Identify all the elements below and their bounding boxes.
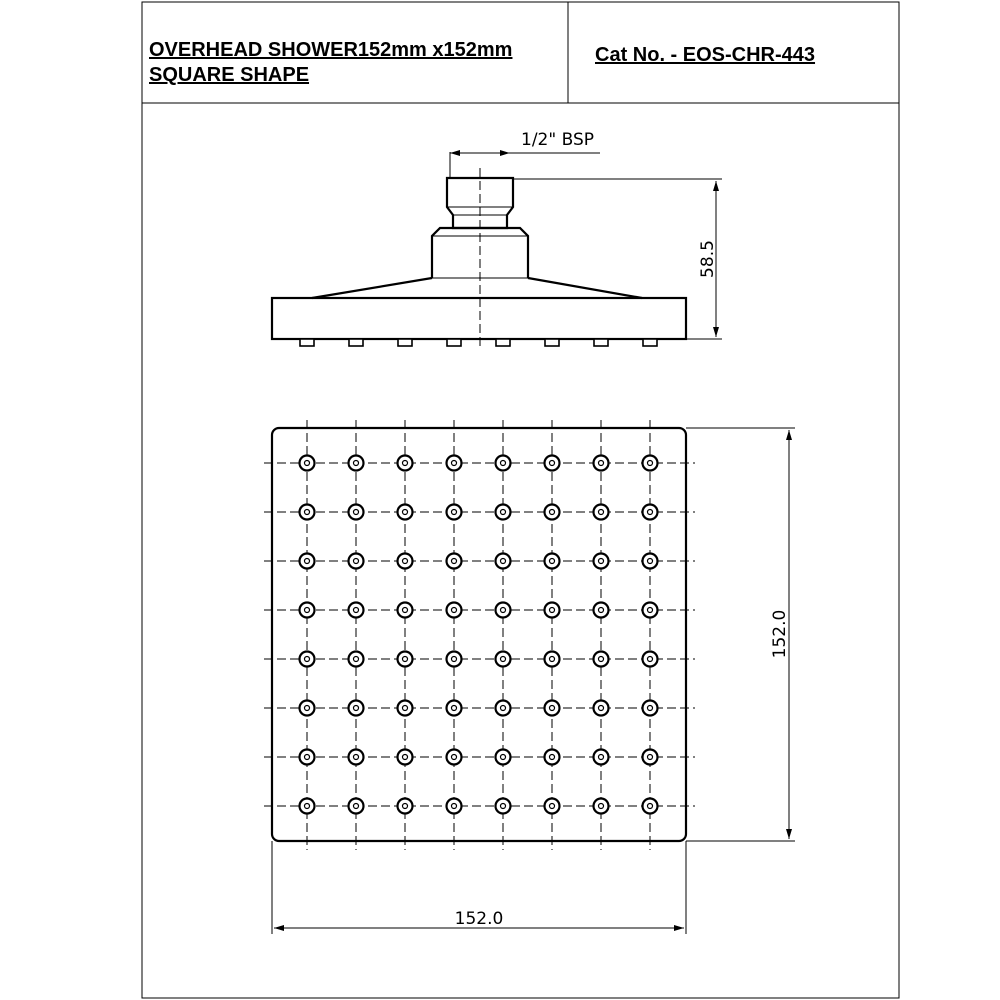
nozzle	[496, 554, 511, 569]
nozzle	[594, 505, 609, 520]
nozzle	[545, 652, 560, 667]
nozzle	[398, 554, 413, 569]
nozzle	[496, 456, 511, 471]
nozzle	[594, 603, 609, 618]
nozzle	[398, 750, 413, 765]
nozzle	[643, 603, 658, 618]
side-nozzle	[496, 339, 510, 346]
nozzle	[545, 456, 560, 471]
side-nozzle	[545, 339, 559, 346]
nozzle	[594, 652, 609, 667]
nozzle	[496, 799, 511, 814]
nozzle	[300, 701, 315, 716]
side-nozzle	[643, 339, 657, 346]
nozzle	[349, 750, 364, 765]
nozzle	[594, 799, 609, 814]
side-nozzle	[447, 339, 461, 346]
nozzle	[447, 799, 462, 814]
nozzle	[447, 652, 462, 667]
nozzle	[398, 799, 413, 814]
nozzle	[447, 505, 462, 520]
nozzle	[349, 603, 364, 618]
catalog-number: Cat No. - EOS-CHR-443	[595, 44, 816, 66]
side-nozzle	[300, 339, 314, 346]
nozzle-grid	[300, 456, 658, 814]
nozzle	[496, 603, 511, 618]
nozzle	[447, 554, 462, 569]
nozzle	[545, 603, 560, 618]
side-nozzle	[349, 339, 363, 346]
nozzle	[496, 652, 511, 667]
nozzle	[447, 701, 462, 716]
nozzle	[643, 750, 658, 765]
nozzle	[300, 456, 315, 471]
length-dimension-label: 152.0	[454, 909, 504, 929]
nozzle-center-lines	[264, 420, 695, 850]
nozzle	[594, 750, 609, 765]
side-view-dimensions	[450, 130, 722, 339]
width-dimension-label: 152.0	[770, 609, 790, 659]
nozzle	[496, 701, 511, 716]
nozzle	[643, 456, 658, 471]
drawing-frame	[142, 2, 899, 998]
height-dimension-label: 58.5	[698, 240, 718, 278]
nozzle	[545, 799, 560, 814]
nozzle	[496, 750, 511, 765]
nozzle	[545, 505, 560, 520]
nozzle	[349, 652, 364, 667]
title-line-2: SQUARE SHAPE	[149, 64, 310, 86]
nozzle	[545, 750, 560, 765]
plan-view	[264, 420, 695, 850]
thread-size-label: 1/2" BSP	[521, 130, 594, 150]
nozzle	[349, 456, 364, 471]
nozzle	[643, 701, 658, 716]
nozzle	[447, 750, 462, 765]
title-block	[149, 39, 815, 86]
nozzle	[643, 652, 658, 667]
nozzle	[594, 701, 609, 716]
nozzle	[300, 750, 315, 765]
side-view	[272, 168, 686, 346]
title-line-1: OVERHEAD SHOWER152mm x152mm	[149, 39, 513, 61]
nozzle	[300, 799, 315, 814]
nozzle	[447, 603, 462, 618]
nozzle	[349, 701, 364, 716]
nozzle	[398, 603, 413, 618]
nozzle	[398, 456, 413, 471]
nozzle	[643, 505, 658, 520]
nozzle	[643, 799, 658, 814]
nozzle	[643, 554, 658, 569]
nozzle	[398, 701, 413, 716]
nozzle	[398, 505, 413, 520]
nozzle	[496, 505, 511, 520]
nozzle	[349, 505, 364, 520]
nozzle	[545, 701, 560, 716]
nozzle	[349, 554, 364, 569]
nozzle	[447, 456, 462, 471]
nozzle	[300, 505, 315, 520]
nozzle	[398, 652, 413, 667]
nozzle	[300, 603, 315, 618]
side-nozzle	[594, 339, 608, 346]
nozzle	[300, 554, 315, 569]
nozzle	[545, 554, 560, 569]
side-nozzle	[398, 339, 412, 346]
nozzle	[300, 652, 315, 667]
nozzle	[594, 554, 609, 569]
nozzle	[594, 456, 609, 471]
nozzle	[349, 799, 364, 814]
plan-view-dimensions	[272, 428, 795, 934]
